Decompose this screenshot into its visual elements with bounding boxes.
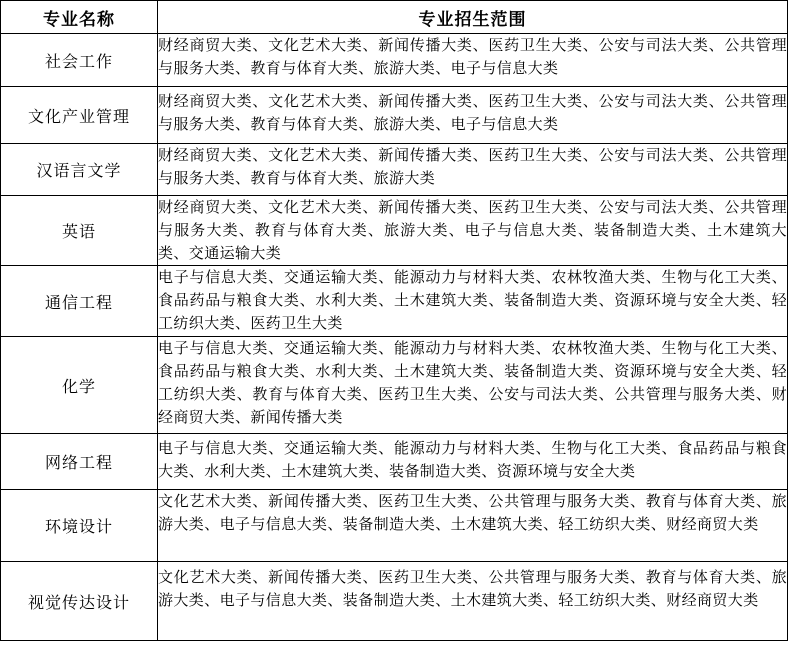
major-name-cell: 文化产业管理 xyxy=(1,87,158,144)
admission-scope-cell: 财经商贸大类、文化艺术大类、新闻传播大类、医药卫生大类、公安与司法大类、公共管理与服务大类、教育与体育大类、旅游大类、电子与信息大类 xyxy=(158,34,788,87)
header-admission-scope: 专业招生范围 xyxy=(158,1,788,34)
admission-scope-cell: 文化艺术大类、新闻传播大类、医药卫生大类、公共管理与服务大类、教育与体育大类、旅游大类、电子与信息大类、装备制造大类、土木建筑大类、轻工纺织大类、财经商贸大类 xyxy=(158,562,788,641)
admission-scope-cell: 文化艺术大类、新闻传播大类、医药卫生大类、公共管理与服务大类、教育与体育大类、旅游大类、电子与信息大类、装备制造大类、土木建筑大类、轻工纺织大类、财经商贸大类 xyxy=(158,490,788,562)
table-row xyxy=(1,196,788,266)
table-row xyxy=(1,490,788,562)
major-name-cell: 环境设计 xyxy=(1,490,158,562)
major-name-cell: 通信工程 xyxy=(1,266,158,337)
admission-scope-cell: 电子与信息大类、交通运输大类、能源动力与材料大类、生物与化工大类、食品药品与粮食大类、水利大类、土木建筑大类、装备制造大类、资源环境与安全大类 xyxy=(158,434,788,490)
table-header-row xyxy=(1,1,788,34)
table-row xyxy=(1,34,788,87)
major-name-cell: 社会工作 xyxy=(1,34,158,87)
admission-scope-cell: 财经商贸大类、文化艺术大类、新闻传播大类、医药卫生大类、公安与司法大类、公共管理与服务大类、教育与体育大类、旅游大类 xyxy=(158,144,788,196)
admission-scope-cell: 财经商贸大类、文化艺术大类、新闻传播大类、医药卫生大类、公安与司法大类、公共管理与服务大类、教育与体育大类、旅游大类、电子与信息大类、装备制造大类、土木建筑大类、交通运输大类 xyxy=(158,196,788,266)
table-row xyxy=(1,87,788,144)
major-name-cell: 英语 xyxy=(1,196,158,266)
major-name-cell: 网络工程 xyxy=(1,434,158,490)
header-major-name: 专业名称 xyxy=(1,1,158,34)
table-row xyxy=(1,144,788,196)
table-row xyxy=(1,434,788,490)
major-name-cell: 汉语言文学 xyxy=(1,144,158,196)
major-name-cell: 视觉传达设计 xyxy=(1,562,158,641)
admission-scope-cell: 财经商贸大类、文化艺术大类、新闻传播大类、医药卫生大类、公安与司法大类、公共管理与服务大类、教育与体育大类、旅游大类、电子与信息大类 xyxy=(158,87,788,144)
admission-scope-cell: 电子与信息大类、交通运输大类、能源动力与材料大类、农林牧渔大类、生物与化工大类、食品药品与粮食大类、水利大类、土木建筑大类、装备制造大类、资源环境与安全大类、轻工纺织大类、医药卫生大类 xyxy=(158,266,788,337)
admission-scope-cell: 电子与信息大类、交通运输大类、能源动力与材料大类、农林牧渔大类、生物与化工大类、食品药品与粮食大类、水利大类、土木建筑大类、装备制造大类、资源环境与安全大类、轻工纺织大类、教育与体育大类、医药卫生大类、公安与司法大类、公共管理与服务大类、财经商贸大类、新闻传播大类 xyxy=(158,337,788,434)
table-row xyxy=(1,562,788,641)
major-name-cell: 化学 xyxy=(1,337,158,434)
table-row xyxy=(1,266,788,337)
table-row xyxy=(1,337,788,434)
